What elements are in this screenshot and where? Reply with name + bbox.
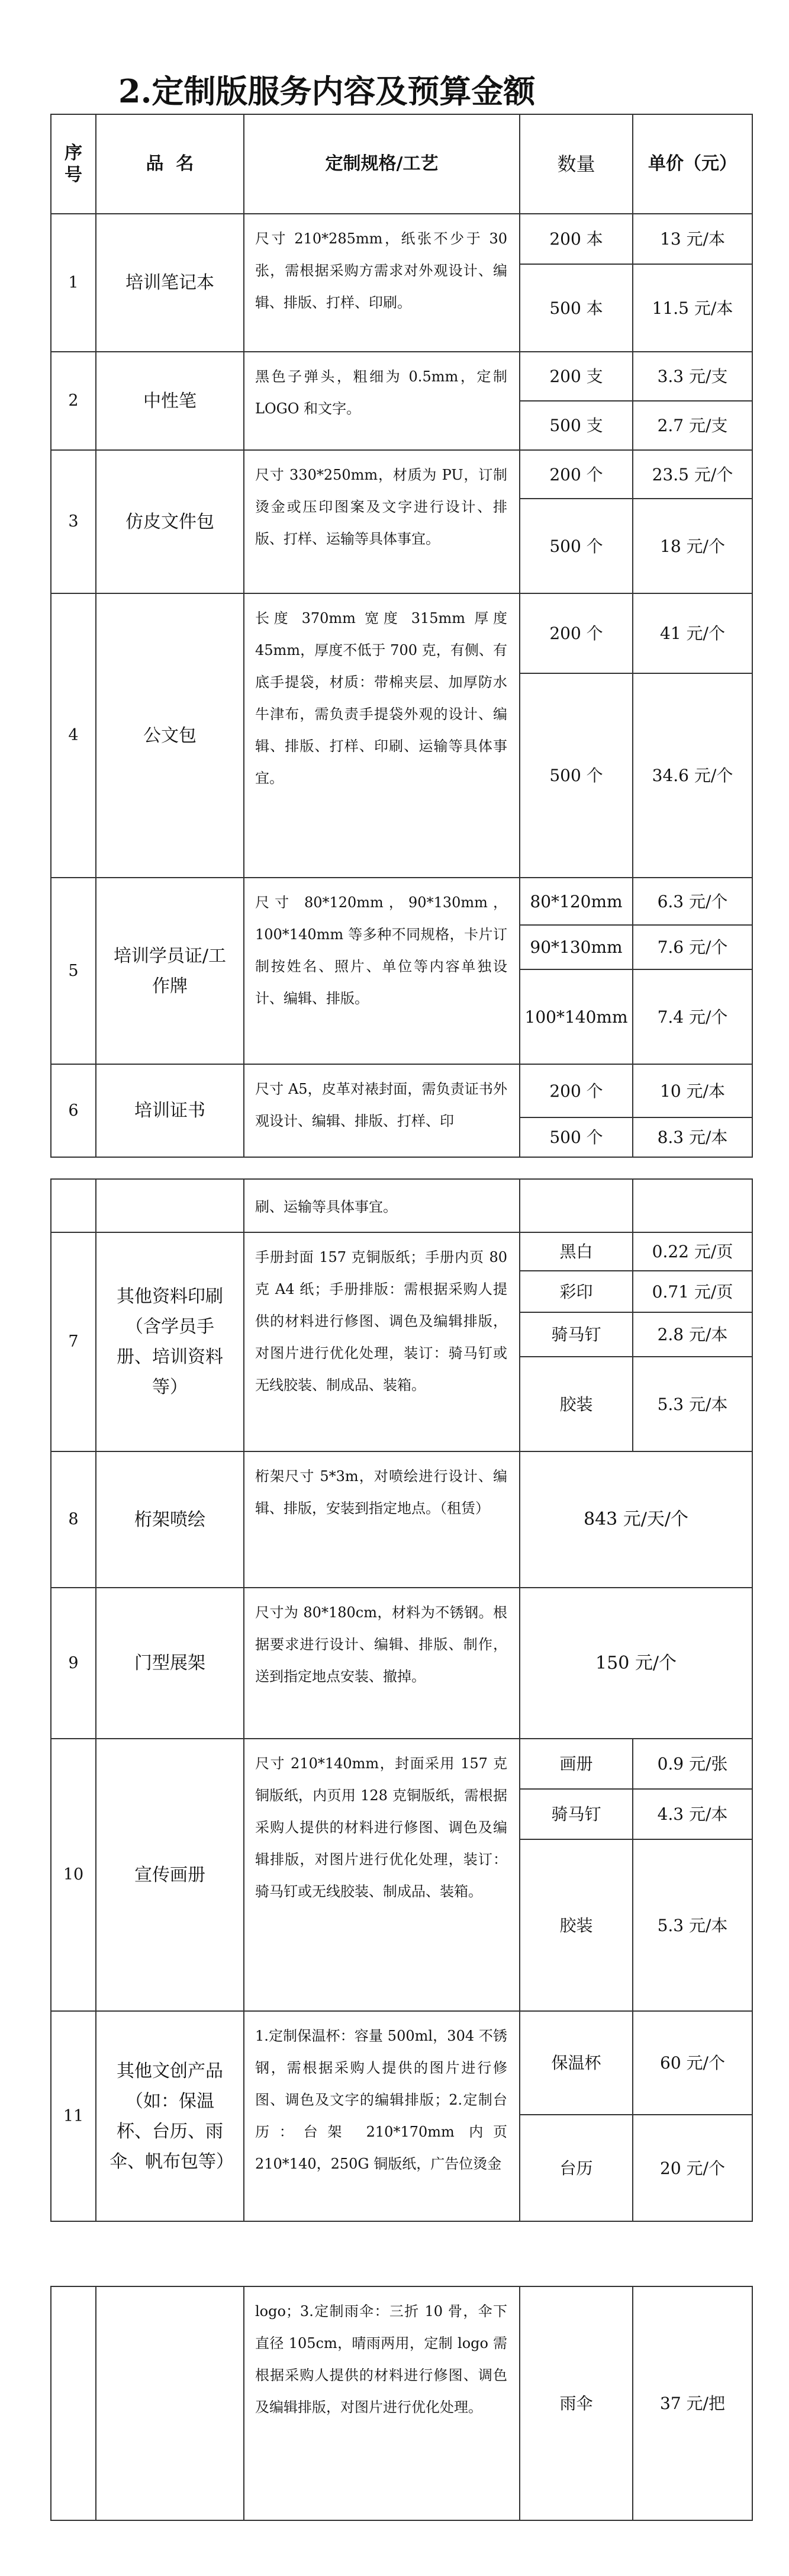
item-spec-continued: logo；3.定制雨伞：三折 10 骨，伞下直径 105cm，晴雨两用，定制 logo 需根据采购人提供的材料进行修图、调色及编辑排版，对图片进行优化处理。 xyxy=(244,2286,520,2520)
price-cell: 23.5 元/个 xyxy=(633,450,752,499)
row-number: 3 xyxy=(51,450,96,593)
item-spec: 长度 370mm 宽度 315mm 厚度 45mm，厚度不低于 700 克，有侧、有底手提袋，材质：带棉夹层、加厚防水牛津布，需负责手提袋外观的设计、编辑、排版、打样、印刷、运输等具体事宜。 xyxy=(244,593,520,878)
item-spec: 尺寸为 80*180cm，材料为不锈钢。根据要求进行设计、编辑、排版、制作，送到指定地点安装、撤掉。 xyxy=(244,1588,520,1739)
quantity-cell: 胶装 xyxy=(520,1839,633,2011)
row-number: 9 xyxy=(51,1588,96,1739)
quantity-cell: 80*120mm xyxy=(520,878,633,925)
item-name: 中性笔 xyxy=(96,352,244,450)
header-no: 序号 xyxy=(51,114,96,214)
price-cell: 6.3 元/个 xyxy=(633,878,752,925)
price-cell: 0.9 元/张 xyxy=(633,1739,752,1789)
price-cell: 37 元/把 xyxy=(633,2286,752,2520)
service-table-part-3 xyxy=(50,2286,753,2521)
quantity-cell: 画册 xyxy=(520,1739,633,1789)
price-cell: 10 元/本 xyxy=(633,1064,752,1117)
quantity-cell: 200 个 xyxy=(520,593,633,673)
item-spec: 尺寸 A5，皮革对裱封面，需负责证书外观设计、编辑、排版、打样、印 xyxy=(244,1064,520,1157)
price-empty xyxy=(633,1179,752,1232)
price-cell: 0.22 元/页 xyxy=(633,1232,752,1271)
price-cell: 18 元/个 xyxy=(633,499,752,593)
price-cell: 7.6 元/个 xyxy=(633,925,752,969)
header-spec: 定制规格/工艺 xyxy=(244,114,520,214)
row-number: 2 xyxy=(51,352,96,450)
table-row xyxy=(51,1739,752,1789)
item-name: 培训证书 xyxy=(96,1064,244,1157)
item-name: 其他资料印刷（含学员手册、培训资料等） xyxy=(96,1232,244,1451)
item-spec: 尺寸 210*140mm，封面采用 157 克铜版纸，内页用 128 克铜版纸，需根据采购人提供的材料进行修图、调色及编辑排版，对图片进行优化处理，装订：骑马钉或无线胶装、制成品、装箱。 xyxy=(244,1739,520,2011)
quantity-cell: 500 支 xyxy=(520,401,633,450)
table-row xyxy=(51,1451,752,1588)
table-row xyxy=(51,593,752,673)
price-cell: 60 元/个 xyxy=(633,2011,752,2115)
header-price: 单价（元） xyxy=(633,114,752,214)
price-cell: 5.3 元/本 xyxy=(633,1357,752,1451)
price-cell: 2.8 元/本 xyxy=(633,1312,752,1357)
quantity-cell: 90*130mm xyxy=(520,925,633,969)
item-name-empty xyxy=(96,2286,244,2520)
quantity-cell: 500 本 xyxy=(520,264,633,352)
item-name: 公文包 xyxy=(96,593,244,878)
quantity-cell: 骑马钉 xyxy=(520,1789,633,1839)
quantity-cell: 胶装 xyxy=(520,1357,633,1451)
quantity-cell: 500 个 xyxy=(520,673,633,878)
item-spec: 尺寸 330*250mm，材质为 PU，订制烫金或压印图案及文字进行设计、排版、打样、运输等具体事宜。 xyxy=(244,450,520,593)
row-number-empty xyxy=(51,1179,96,1232)
quantity-cell: 500 个 xyxy=(520,499,633,593)
quantity-cell: 雨伞 xyxy=(520,2286,633,2520)
item-spec: 黑色子弹头，粗细为 0.5mm，定制 LOGO 和文字。 xyxy=(244,352,520,450)
table-row xyxy=(51,2286,752,2520)
item-spec: 桁架尺寸 5*3m，对喷绘进行设计、编辑、排版，安装到指定地点。（租赁） xyxy=(244,1451,520,1588)
quantity-cell: 200 个 xyxy=(520,1064,633,1117)
table-row xyxy=(51,1232,752,1271)
price-cell: 20 元/个 xyxy=(633,2115,752,2221)
quantity-cell: 200 本 xyxy=(520,214,633,264)
price-cell: 843 元/天/个 xyxy=(520,1451,752,1588)
table-row xyxy=(51,450,752,499)
price-cell: 0.71 元/页 xyxy=(633,1271,752,1312)
item-name: 桁架喷绘 xyxy=(96,1451,244,1588)
row-number: 10 xyxy=(51,1739,96,2011)
table-row xyxy=(51,1179,752,1232)
row-number: 8 xyxy=(51,1451,96,1588)
quantity-cell: 200 支 xyxy=(520,352,633,401)
price-cell: 5.3 元/本 xyxy=(633,1839,752,2011)
row-number: 4 xyxy=(51,593,96,878)
table-row xyxy=(51,2011,752,2115)
price-cell: 11.5 元/本 xyxy=(633,264,752,352)
item-name: 仿皮文件包 xyxy=(96,450,244,593)
item-spec: 尺寸 80*120mm，90*130mm，100*140mm 等多种不同规格，卡片订制按姓名、照片、单位等内容单独设计、编辑、排版。 xyxy=(244,878,520,1064)
price-cell: 8.3 元/本 xyxy=(633,1117,752,1157)
service-table-part-2 xyxy=(50,1178,753,2222)
quantity-cell: 保温杯 xyxy=(520,2011,633,2115)
table-row xyxy=(51,878,752,925)
item-spec-continued: 刷、运输等具体事宜。 xyxy=(244,1179,520,1232)
quantity-cell: 台历 xyxy=(520,2115,633,2221)
row-number-empty xyxy=(51,2286,96,2520)
quantity-cell: 500 个 xyxy=(520,1117,633,1157)
row-number: 7 xyxy=(51,1232,96,1451)
table-row xyxy=(51,214,752,264)
header-qty: 数量 xyxy=(520,114,633,214)
item-name-empty xyxy=(96,1179,244,1232)
price-cell: 150 元/个 xyxy=(520,1588,752,1739)
quantity-cell: 黑白 xyxy=(520,1232,633,1271)
price-cell: 4.3 元/本 xyxy=(633,1789,752,1839)
item-spec: 1.定制保温杯：容量 500ml，304 不锈钢，需根据采购人提供的图片进行修图、调色及文字的编辑排版；2.定制台历：台架 210*170mm 内页 210*140，250G 铜版纸，广告位烫金 xyxy=(244,2011,520,2221)
item-name: 其他文创产品（如：保温杯、台历、雨伞、帆布包等） xyxy=(96,2011,244,2221)
price-cell: 13 元/本 xyxy=(633,214,752,264)
item-spec: 手册封面 157 克铜版纸；手册内页 80 克 A4 纸；手册排版：需根据采购人提供的材料进行修图、调色及编辑排版，对图片进行优化处理，装订：骑马钉或无线胶装、制成品、装箱。 xyxy=(244,1232,520,1451)
quantity-empty xyxy=(520,1179,633,1232)
item-name: 培训学员证/工作牌 xyxy=(96,878,244,1064)
price-cell: 41 元/个 xyxy=(633,593,752,673)
price-cell: 7.4 元/个 xyxy=(633,969,752,1064)
quantity-cell: 彩印 xyxy=(520,1271,633,1312)
quantity-cell: 骑马钉 xyxy=(520,1312,633,1357)
price-cell: 3.3 元/支 xyxy=(633,352,752,401)
price-cell: 2.7 元/支 xyxy=(633,401,752,450)
item-name: 宣传画册 xyxy=(96,1739,244,2011)
row-number: 5 xyxy=(51,878,96,1064)
header-name: 品 名 xyxy=(96,114,244,214)
row-number: 1 xyxy=(51,214,96,352)
page-title: 2.定制版服务内容及预算金额 xyxy=(118,72,536,110)
quantity-cell: 100*140mm xyxy=(520,969,633,1064)
price-cell: 34.6 元/个 xyxy=(633,673,752,878)
table-row xyxy=(51,352,752,401)
row-number: 6 xyxy=(51,1064,96,1157)
item-name: 门型展架 xyxy=(96,1588,244,1739)
table-row xyxy=(51,1064,752,1117)
service-table-part-1 xyxy=(50,114,753,1158)
quantity-cell: 200 个 xyxy=(520,450,633,499)
item-name: 培训笔记本 xyxy=(96,214,244,352)
table-row xyxy=(51,1588,752,1739)
item-spec: 尺寸 210*285mm，纸张不少于 30 张，需根据采购方需求对外观设计、编辑、排版、打样、印刷。 xyxy=(244,214,520,352)
row-number: 11 xyxy=(51,2011,96,2221)
